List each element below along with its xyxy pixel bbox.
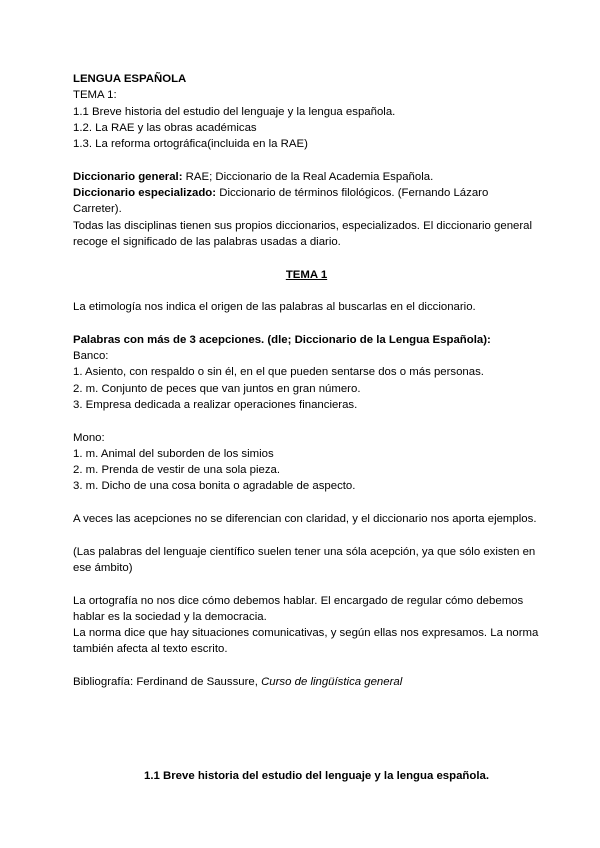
toc-item-2: 1.2. La RAE y las obras académicas [73,121,257,134]
specialized-dictionary-line [73,185,540,218]
general-dictionary-text: RAE; Diccionario de la Real Academia Española. [182,170,434,183]
toc-item-1: 1.1 Breve historia del estudio del lenguaje y la lengua española. [73,105,396,118]
section-title: TEMA 1 [285,268,328,281]
specialized-dictionary-text: Diccionario de términos filológicos. (Fernando Lázaro Carreter). [73,187,489,216]
specialized-dictionary-label: Diccionario especializado: [73,187,217,200]
doc-subtitle: TEMA 1: [73,89,117,102]
mono-sense-2: 2. m. Prenda de vestir de una sola pieza. [73,464,281,477]
final-section-heading: 1.1 Breve historia del estudio del lenguaje y la lengua española. [144,770,489,783]
general-dictionary-label: Diccionario general: [73,170,183,183]
mono-sense-1: 1. m. Animal del suborden de los simios [73,447,274,460]
banco-sense-3: 3. Empresa dedicada a realizar operaciones financieras. [73,398,358,411]
dictionaries-note: Todas las disciplinas tienen sus propios diccionarios, especializados. El diccionario general recoge el significado de las palabras usadas a diario. [73,219,533,248]
norm-paragraph: La norma dice que hay situaciones comunicativas, y según ellas nos expresamos. La norma también afecta al texto escrito. [73,627,539,656]
toc-item-3: 1.3. La reforma ortográfica(incluida en la RAE) [73,138,308,151]
scientific-language-paragraph: (Las palabras del lenguaje científico suelen tener una sóla acepción, ya que sólo existen en ese ámbito) [73,545,536,574]
etymology-paragraph: La etimología nos indica el origen de las palabras al buscarlas en el diccionario. [73,301,476,314]
banco-label: Banco: [73,350,109,363]
bibliography-label: Bibliografía: Ferdinand de Saussure, [73,675,262,688]
acepciones-paragraph: A veces las acepciones no se diferencian con claridad, y el diccionario nos aporta ejemplos. [73,513,537,526]
banco-sense-2: 2. m. Conjunto de peces que van juntos en gran número. [73,382,361,395]
mono-sense-3: 3. m. Dicho de una cosa bonita o agradable de aspecto. [73,480,356,493]
orthography-paragraph: La ortografía no nos dice cómo debemos hablar. El encargado de regular cómo debemos hablar es la sociedad y la democracia. [73,594,524,623]
mono-label: Mono: [73,431,105,444]
bibliography [73,674,540,690]
polysemy-heading: Palabras con más de 3 acepciones. (dle; Diccionario de la Lengua Española): [73,333,491,346]
general-dictionary-line [73,169,540,185]
doc-title: LENGUA ESPAÑOLA [73,73,187,85]
bibliography-work: Curso de lingüística general [261,675,403,688]
banco-sense-1: 1. Asiento, con respaldo o sin él, en el que pueden sentarse dos o más personas. [73,366,484,379]
